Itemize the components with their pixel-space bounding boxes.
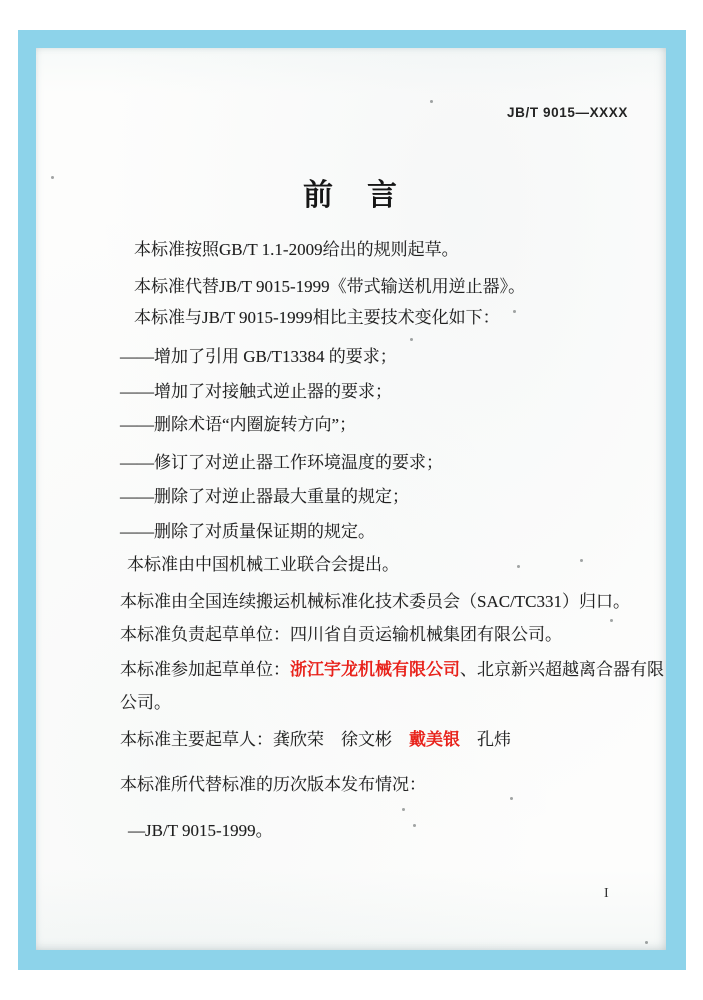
scan-speck: [517, 565, 520, 568]
drafters-prefix: 本标准主要起草人：龚欣荣 徐文彬: [120, 730, 409, 749]
foreword-line-intro-2: 本标准代替JB/T 9015-1999《带式输送机用逆止器》。: [134, 277, 526, 296]
scan-speck: [51, 176, 54, 179]
foreword-participating-orgs: [120, 658, 664, 682]
scan-speck: [413, 824, 416, 827]
foreword-history-item: —JB/T 9015-1999。: [128, 821, 273, 840]
standard-number: JB/T 9015—XXXX: [507, 105, 628, 120]
scan-speck: [510, 797, 513, 800]
foreword-change-2: ——增加了对接触式逆止器的要求；: [120, 382, 392, 401]
foreword-centralized-by: 本标准由全国连续搬运机械标准化技术委员会（SAC/TC331）归口。: [120, 592, 631, 611]
foreword-change-5: ——删除了对逆止器最大重量的规定；: [120, 487, 409, 506]
page-title: 前 言: [303, 179, 399, 212]
foreword-line-intro-1: 本标准按照GB/T 1.1-2009给出的规则起草。: [134, 240, 459, 259]
foreword-line-intro-3: 本标准与JB/T 9015-1999相比主要技术变化如下：: [134, 308, 500, 327]
foreword-change-1: ——增加了引用 GB/T13384 的要求；: [120, 347, 397, 366]
foreword-chief-drafting-org: 本标准负责起草单位：四川省自贡运输机械集团有限公司。: [120, 625, 562, 644]
scan-speck: [645, 941, 648, 944]
scan-speck: [610, 619, 613, 622]
page-number: I: [604, 886, 609, 901]
foreword-history-heading: 本标准所代替标准的历次版本发布情况：: [120, 775, 426, 794]
foreword-proposed-by: 本标准由中国机械工业联合会提出。: [127, 555, 399, 574]
foreword-change-3: ——删除术语“内圈旋转方向”；: [120, 415, 357, 434]
scanned-page: [36, 48, 666, 950]
scan-speck: [402, 808, 405, 811]
foreword-change-6: ——删除了对质量保证期的规定。: [120, 522, 375, 541]
scan-speck: [430, 100, 433, 103]
foreword-participating-wrap: 公司。: [120, 693, 171, 712]
scan-speck: [580, 559, 583, 562]
scan-speck: [513, 310, 516, 313]
border-frame: [18, 30, 686, 970]
participating-rest: 、北京新兴超越离合器有限: [460, 660, 664, 679]
participating-prefix: 本标准参加起草单位：: [120, 660, 290, 679]
foreword-change-4: ——修订了对逆止器工作环境温度的要求；: [120, 453, 443, 472]
drafters-suffix: 孔炜: [460, 730, 511, 749]
drafter-name-highlighted: 戴美银: [409, 730, 460, 749]
foreword-drafters: [120, 728, 511, 752]
participating-company-highlighted: 浙江宇龙机械有限公司: [290, 660, 460, 679]
scan-speck: [410, 338, 413, 341]
